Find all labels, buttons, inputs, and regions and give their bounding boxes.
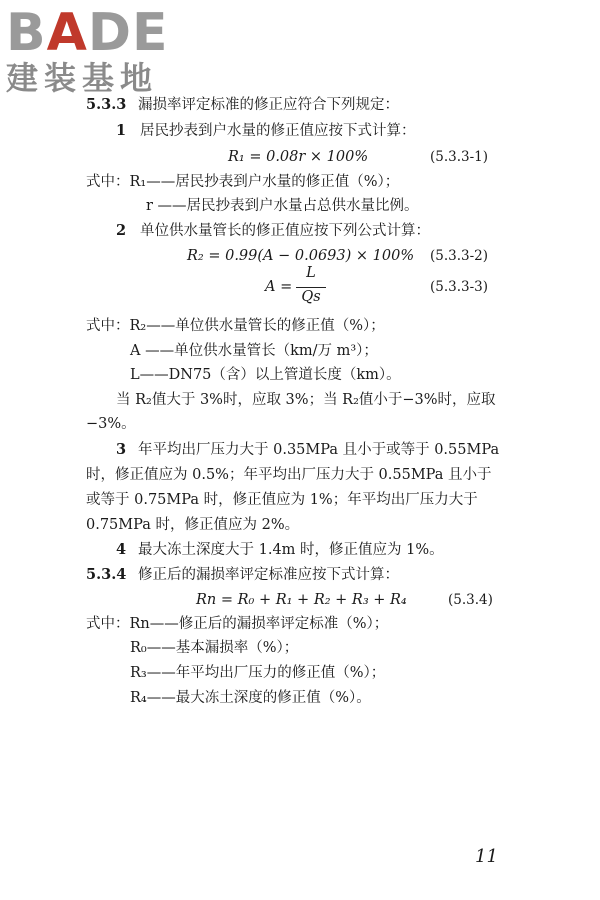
- note-line-1: 当 R₂值大于 3%时，应取 3%；当 R₂值小于−3%时，应取: [116, 392, 496, 408]
- clause-5-3-4-number: 5.3.4: [86, 566, 127, 583]
- fraction-denominator: Qs: [301, 289, 321, 305]
- logo-wordmark: BADE: [6, 3, 169, 63]
- item-3-line-3: 或等于 0.75MPa 时，修正值应为 1%；年平均出厂压力大于: [86, 492, 478, 508]
- equation-number-5-3-3-3: (5.3.3-3): [430, 279, 489, 295]
- item-1-text: 居民抄表到户水量的修正值应按下式计算：: [140, 123, 416, 139]
- logo-subtitle: 建装基地: [6, 59, 159, 97]
- item-1-number: 1: [116, 122, 127, 139]
- page-number: 11: [475, 846, 498, 867]
- where-a: A ——单位供水量管长（km/万 m³）；: [130, 343, 378, 359]
- where-r2: 式中：R₂——单位供水量管长的修正值（%）；: [86, 318, 385, 334]
- where-r4: R₄——最大冻土深度的修正值（%）。: [130, 690, 371, 706]
- item-4-text: 最大冻土深度大于 1.4m 时，修正值应为 1%。: [138, 542, 444, 558]
- fraction-bar: [296, 287, 326, 288]
- item-2-number: 2: [116, 222, 127, 239]
- where-r1: 式中：R₁——居民抄表到户水量的修正值（%）；: [86, 174, 400, 190]
- item-3-line-2: 时，修正值应为 0.5%；年平均出厂压力大于 0.55MPa 且小于: [86, 467, 492, 483]
- where-rn: 式中：Rn——修正后的漏损率评定标准（%）；: [86, 616, 389, 632]
- note-line-2: −3%。: [86, 416, 136, 432]
- equation-5-3-3-2: R₂ = 0.99(A − 0.0693) × 100%: [187, 248, 415, 264]
- clause-5-3-4-title: 修正后的漏损率评定标准应按下式计算：: [138, 567, 399, 583]
- equation-5-3-4: Rn = R₀ + R₁ + R₂ + R₃ + R₄: [196, 592, 407, 608]
- where-r3: R₃——年平均出厂压力的修正值（%）；: [130, 665, 386, 681]
- clause-5-3-3-title: 漏损率评定标准的修正应符合下列规定：: [138, 97, 399, 113]
- equation-number-5-3-4: (5.3.4): [448, 592, 493, 608]
- equation-number-5-3-3-2: (5.3.3-2): [430, 248, 489, 264]
- item-4-number: 4: [116, 541, 127, 558]
- clause-5-3-3-number: 5.3.3: [86, 96, 127, 113]
- equation-number-5-3-3-1: (5.3.3-1): [430, 149, 489, 165]
- item-3-number: 3: [116, 441, 127, 458]
- fraction-numerator: L: [306, 265, 316, 281]
- brand-logo: [6, 4, 186, 96]
- item-2-text: 单位供水量管长的修正值应按下列公式计算：: [140, 223, 430, 239]
- where-l: L——DN75（含）以上管道长度（km）。: [130, 367, 401, 383]
- item-3-line-4: 0.75MPa 时，修正值应为 2%。: [86, 517, 300, 533]
- item-3-line-1: 年平均出厂压力大于 0.35MPa 且小于或等于 0.55MPa: [138, 442, 500, 458]
- where-r0: R₀——基本漏损率（%）；: [130, 640, 299, 656]
- where-r: r ——居民抄表到户水量占总供水量比例。: [146, 198, 419, 214]
- equation-5-3-3-3-lhs: A =: [265, 279, 293, 295]
- equation-5-3-3-1: R₁ = 0.08r × 100%: [228, 149, 369, 165]
